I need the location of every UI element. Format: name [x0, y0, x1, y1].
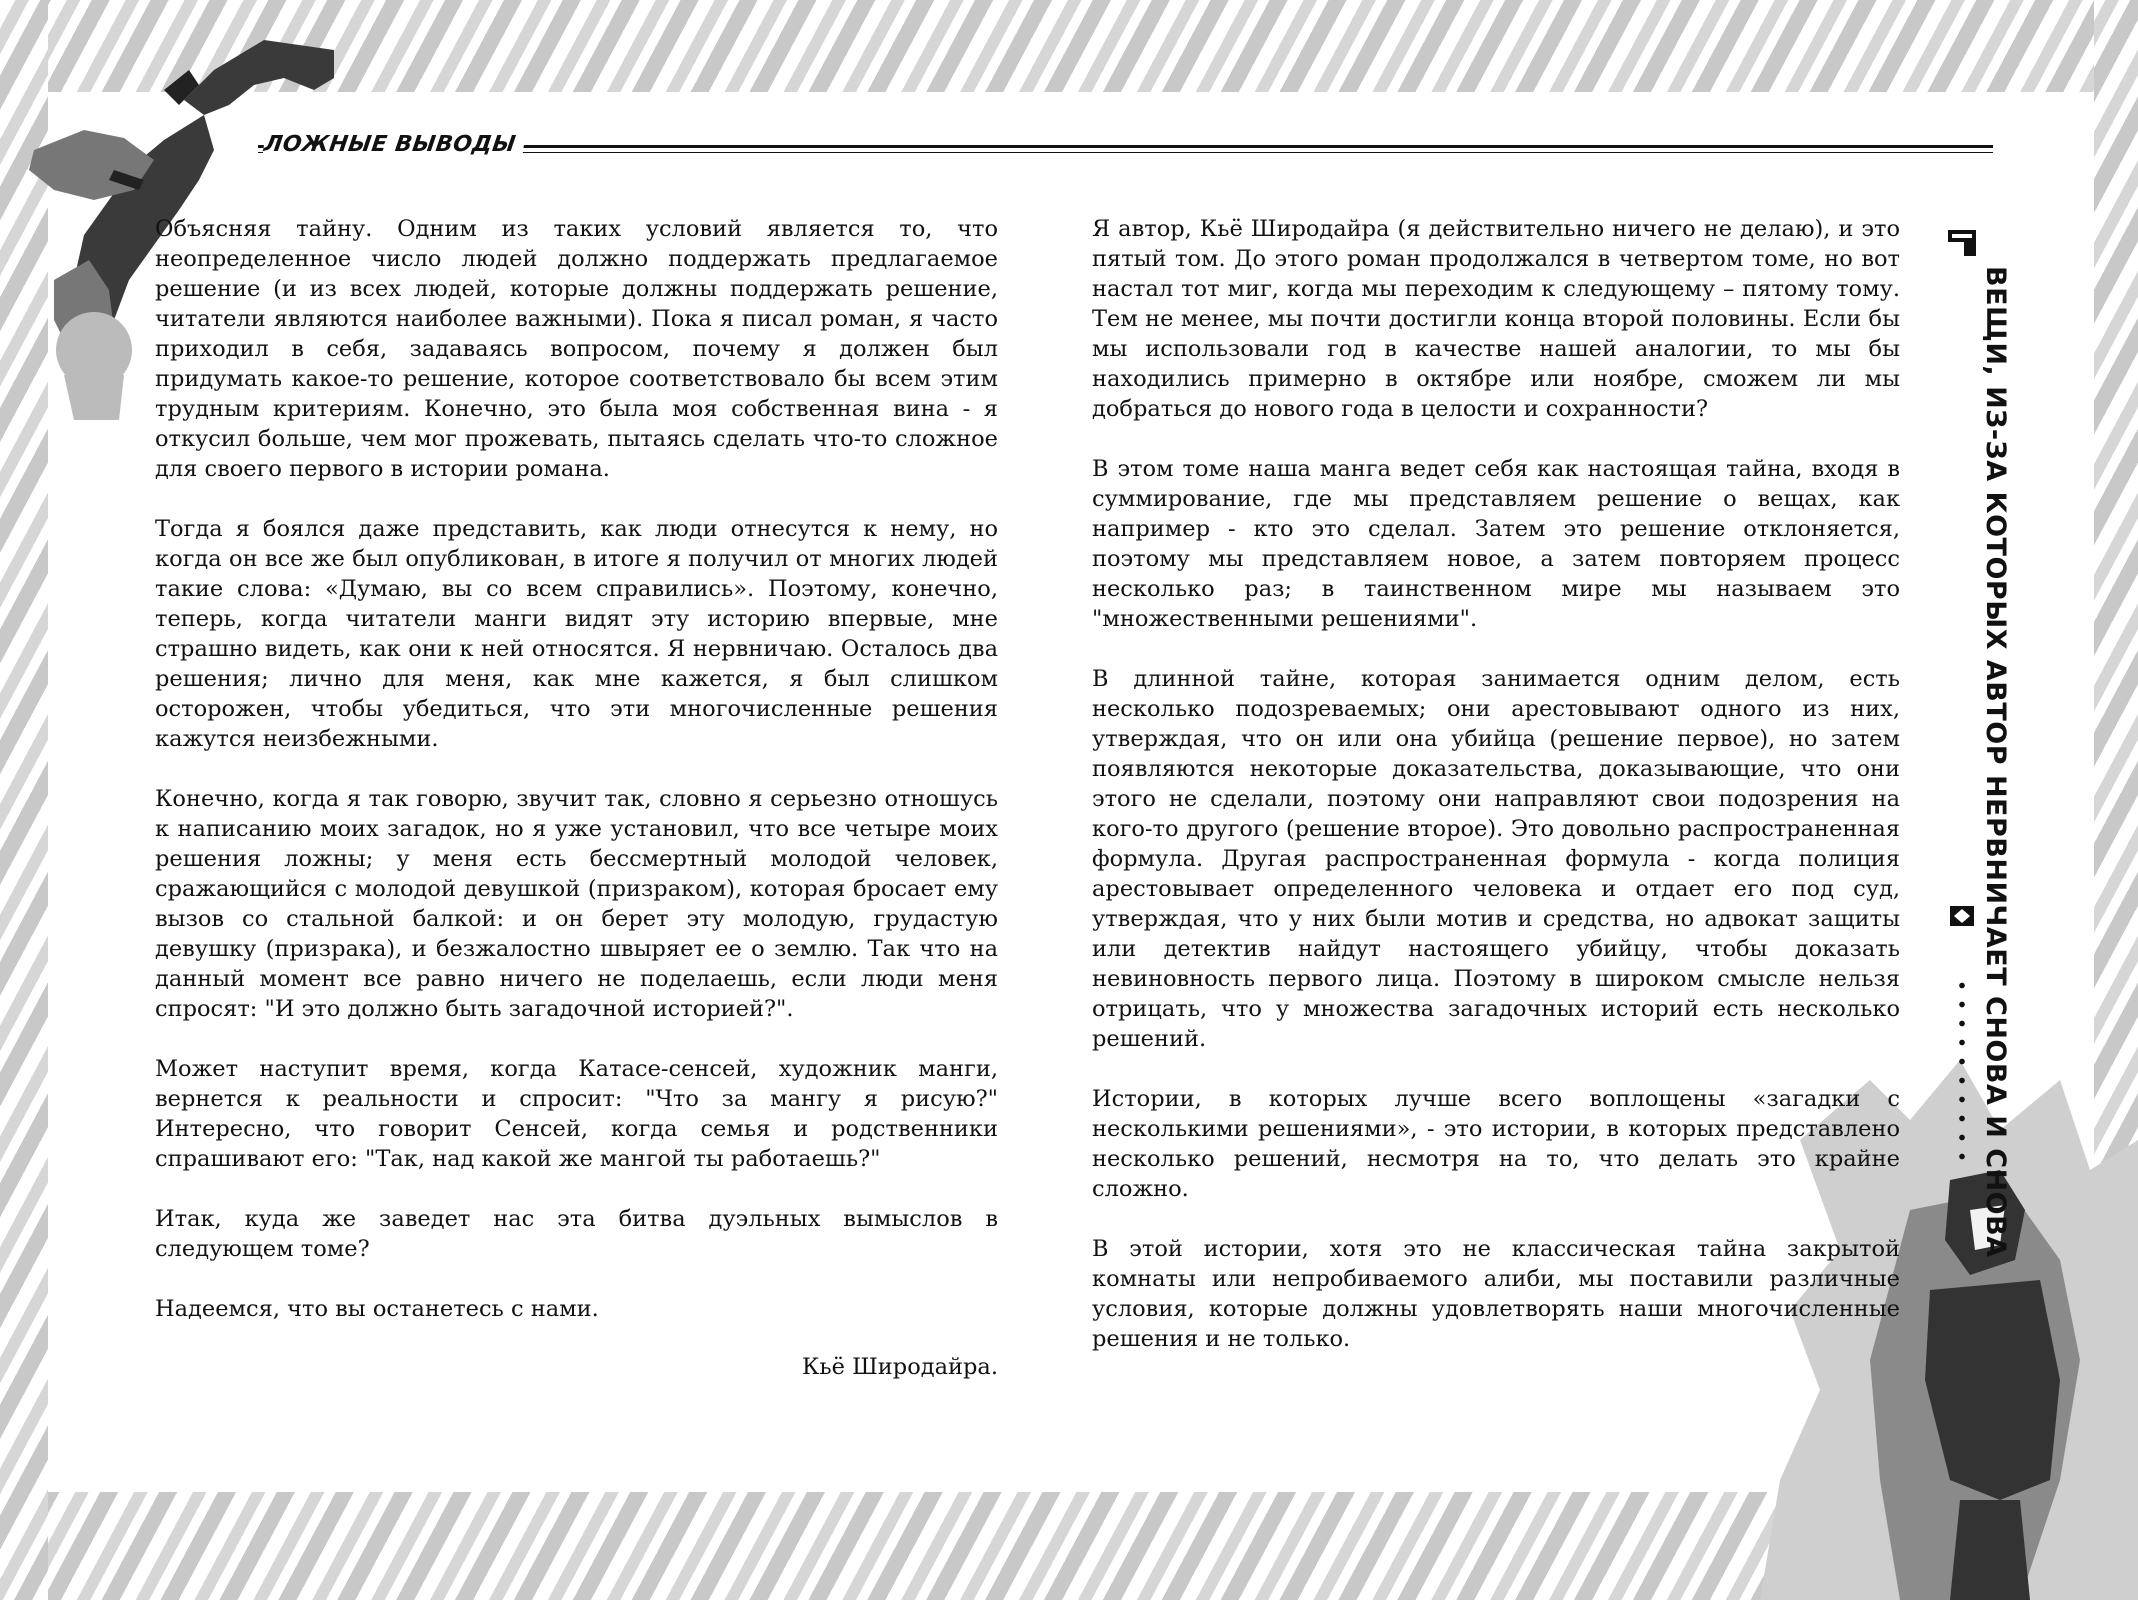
paragraph: Объясняя тайну. Одним из таких условий является то, что неопределенное число людей должно поддержать предлагаемое решение (и из всех людей, которые должны поддержать решение, читатели являются наиболее важными). Пока я писал роман, я часто приходил в себя, задаваясь вопросом, почему я должен был придумать какое-то решение, которое соответствовало бы всем этим трудным критериям. Конечно, это была моя собственная вина - я откусил больше, чем мог прожевать, пытаясь сделать что-то сложное для своего первого в истории романа. — [155, 216, 998, 482]
right-column — [1092, 214, 1900, 1384]
paragraph: Тогда я боялся даже представить, как люди отнесутся к нему, но когда он все же был опубликован, в итоге я получил от многих людей такие слова: «Думаю, вы со всем справились». Поэтому, конечно, теперь, когда читатели манги видят эту историю впервые, мне страшно видеть, как они к ней относятся. Я нервничаю. Осталось два решения; лично для меня, как мне кажется, я был слишком осторожен, чтобы убедиться, что эти многочисленные решения кажутся неизбежными. — [155, 516, 998, 752]
sidebar-title: ВЕЩИ, ИЗ-ЗА КОТОРЫХ АВТОР НЕРВНИЧАЕТ СНОВА И СНОВА — [1980, 266, 2011, 1258]
corner-mark-icon — [1948, 904, 1976, 928]
paragraph: В этом томе наша манга ведет себя как настоящая тайна, входя в суммирование, где мы представляем решение о вещах, как например - кто это сделал. Затем это решение отклоняется, поэтому мы представляем новое, а затем повторяем процесс несколько раз; в таинственном мире мы называем это "множественными решениями". — [1092, 456, 1900, 632]
author-signature: Кьё Широдайра. — [802, 1354, 998, 1380]
paragraph: Может наступит время, когда Катасе-сенсей, художник манги, вернется к реальности и спросит: "Что за мангу я рисую?" Интересно, что говорит Сенсей, когда семья и родственники спрашивают его: "Так, над какой же мангой ты работаешь?" — [155, 1056, 998, 1172]
paragraph: Итак, куда же заведет нас эта битва дуэльных вымыслов в следующем томе? — [155, 1206, 998, 1262]
paragraph: Истории, в которых лучше всего воплощены «загадки с несколькими решениями», - это истории, в которых представлено несколько решений, несмотря на то, что делать это крайне сложно. — [1092, 1086, 1900, 1202]
dotted-divider — [1958, 976, 1966, 1166]
left-column — [155, 214, 998, 1412]
section-title: ЛОЖНЫЕ ВЫВОДЫ — [262, 132, 525, 157]
page-header — [258, 132, 1993, 156]
paragraph: В длинной тайне, которая занимается одним делом, есть несколько подозреваемых; они арестовывают одного из них, утверждая, что он или она убийца (решение первое), но затем появляются некоторые доказательства, доказывающие, что они этого не сделали, поэтому они направляют свои подозрения на кого-то другого (решение второе). Это довольно распространенная формула. Другая распространенная формула - когда полиция арестовывает определенного человека и отдает его под суд, утверждая, что у них были мотив и средства, но адвокат защиты или детектив найдут настоящего убийцу, чтобы доказать невиновность первого лица. Поэтому в широком смысле нельзя отрицать, что у множества загадочных историй есть несколько решений. — [1092, 666, 1900, 1052]
sidebar-title-container — [1940, 226, 2011, 1258]
paragraph: Надеемся, что вы останетесь с нами. — [155, 1296, 599, 1322]
paragraph: В этой истории, хотя это не классическая тайна закрытой комнаты или непробиваемого алиби, мы поставили различные условия, которые должны удовлетворять наши многочисленные решения и не только. — [1092, 1236, 1900, 1352]
paragraph: Я автор, Кьё Широдайра (я действительно ничего не делаю), и это пятый том. До этого роман продолжался в четвертом томе, но вот настал тот миг, когда мы переходим к следующему – пятому тому. Тем не менее, мы почти достигли конца второй половины. Если бы мы использовали год в качестве нашей аналогии, то мы бы находились примерно в октябре или ноябре, сможем ли мы добраться до нового года в целости и сохранности? — [1092, 216, 1900, 422]
paragraph: Конечно, когда я так говорю, звучит так, словно я серьезно отношусь к написанию моих загадок, но я уже установил, что все четыре моих решения ложны; у меня есть бессмертный молодой человек, сражающийся с молодой девушкой (призраком), которая бросает ему вызов со стальной балкой: и он берет эту молодую, грудастую девушку (призрака), и безжалостно швыряет ее о землю. Так что на данный момент все равно ничего не поделаешь, если люди меня спросят: "И это должно быть загадочной историей?". — [155, 786, 998, 1022]
